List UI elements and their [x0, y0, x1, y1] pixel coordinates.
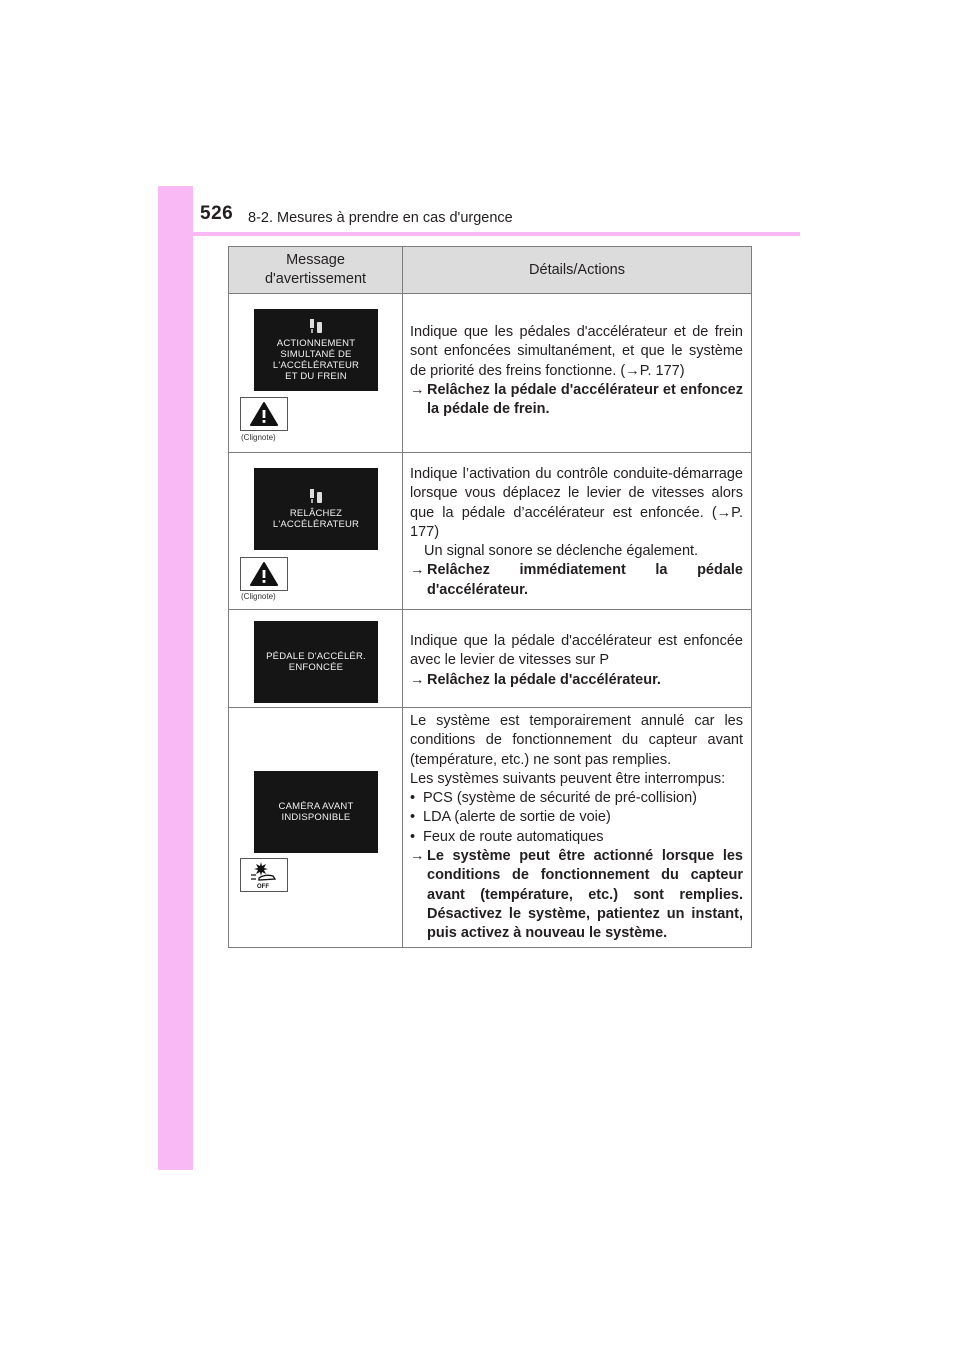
- col-header-details: Détails/Actions: [403, 247, 752, 294]
- details-text-2: Les systèmes suivants peuvent être interrompus:: [410, 770, 726, 787]
- warning-lamp: [240, 557, 288, 591]
- action-line: [410, 847, 743, 943]
- screen-line: PÉDALE D'ACCÉLÉR.: [266, 651, 366, 662]
- table-row: [229, 453, 752, 610]
- blink-note: (Clignote): [241, 433, 276, 442]
- warning-table: [228, 246, 752, 948]
- details-text: Indique l’activation du contrôle conduite-démarrage lorsque vous déplacez le levier de vitesses alors que la pédale d’accélérateur est enfoncée. (→P. 177): [410, 466, 743, 540]
- off-label: OFF: [257, 884, 269, 890]
- action-text: Relâchez la pédale d'accélérateur.: [427, 671, 661, 688]
- details-cell: [403, 708, 752, 948]
- details-cell: [403, 610, 752, 708]
- screen-line: CAMÉRA AVANT: [278, 801, 354, 812]
- arrow-icon: →: [410, 671, 425, 688]
- bullet-text: Feux de route automatiques: [423, 828, 604, 845]
- list-item: • Feux de route automatiques: [410, 828, 743, 847]
- warning-lamp: [240, 397, 288, 431]
- pedal-icon: [309, 488, 323, 504]
- message-cell: [229, 708, 403, 948]
- arrow-icon: →: [410, 562, 425, 579]
- display-screen: [254, 621, 378, 703]
- col-header-message: [229, 247, 403, 294]
- warning-triangle-icon: [249, 561, 279, 587]
- screen-line: INDISPONIBLE: [281, 812, 351, 823]
- action-line: [410, 561, 743, 600]
- screen-line: SIMULTANÉ DE: [280, 349, 352, 360]
- pcs-off-lamp: [240, 858, 288, 892]
- arrow-icon: →: [410, 381, 425, 398]
- details-note: Un signal sonore se déclenche également.: [424, 543, 699, 560]
- screen-line: L'ACCÉLÉRATEUR: [272, 519, 360, 530]
- action-text: Relâchez la pédale d'accélérateur et enfoncez la pédale de frein.: [427, 381, 743, 418]
- action-line: [410, 381, 743, 420]
- details-text: Indique que la pédale d'accélérateur est enfoncée avec le levier de vitesses sur P: [410, 633, 743, 669]
- details-cell: [403, 453, 752, 610]
- bullet-text: LDA (alerte de sortie de voie): [423, 809, 611, 826]
- side-thumb-band: [158, 186, 193, 1170]
- screen-line: ET DU FREIN: [285, 371, 347, 382]
- list-item: • PCS (système de sécurité de pré-collision): [410, 789, 743, 808]
- display-screen: [254, 468, 378, 550]
- bullet-text: PCS (système de sécurité de pré-collision): [423, 790, 697, 807]
- pedal-icon: [309, 318, 323, 334]
- screen-line: RELÂCHEZ: [289, 508, 343, 519]
- details-text: Le système est temporairement annulé car les conditions de fonctionnement du capteur avant (température, etc.) ne sont pas remplies.: [410, 713, 743, 768]
- warning-triangle-icon: [249, 401, 279, 427]
- action-text: Le système peut être actionné lorsque les conditions de fonctionnement du capteur avant (température, etc.) sont remplies. Désactivez le système, patientez un instant, puis activez à nouveau le système.: [427, 848, 743, 942]
- message-cell: [229, 453, 403, 610]
- display-screen: [254, 309, 378, 391]
- action-text: Relâchez immédiatement la pédale d'accélérateur.: [427, 562, 743, 598]
- section-title: 8-2. Mesures à prendre en cas d'urgence: [248, 210, 513, 226]
- display-screen: [254, 771, 378, 853]
- col-header-message-text: Message d'avertissement: [264, 252, 367, 287]
- table-header-row: [229, 247, 752, 294]
- screen-line: ACTIONNEMENT: [276, 338, 356, 349]
- pcs-off-icon: [247, 860, 281, 890]
- screen-line: ENFONCÉE: [288, 662, 344, 673]
- page-number: 526: [200, 203, 234, 224]
- header-rule: [158, 232, 800, 236]
- details-text: Indique que les pédales d'accélérateur et de frein sont enfoncées simultanément, et que le système de priorité des freins fonctionne. (→P. 177): [410, 324, 743, 379]
- screen-line: L'ACCÉLÉRATEUR: [272, 360, 360, 371]
- action-line: [410, 671, 743, 690]
- table-row: [229, 610, 752, 708]
- table-row: [229, 294, 752, 453]
- arrow-icon: →: [410, 848, 425, 865]
- list-item: • LDA (alerte de sortie de voie): [410, 808, 743, 827]
- table-row: [229, 708, 752, 948]
- details-cell: [403, 294, 752, 453]
- message-cell: [229, 294, 403, 453]
- message-cell: [229, 610, 403, 708]
- blink-note: (Clignote): [241, 592, 276, 601]
